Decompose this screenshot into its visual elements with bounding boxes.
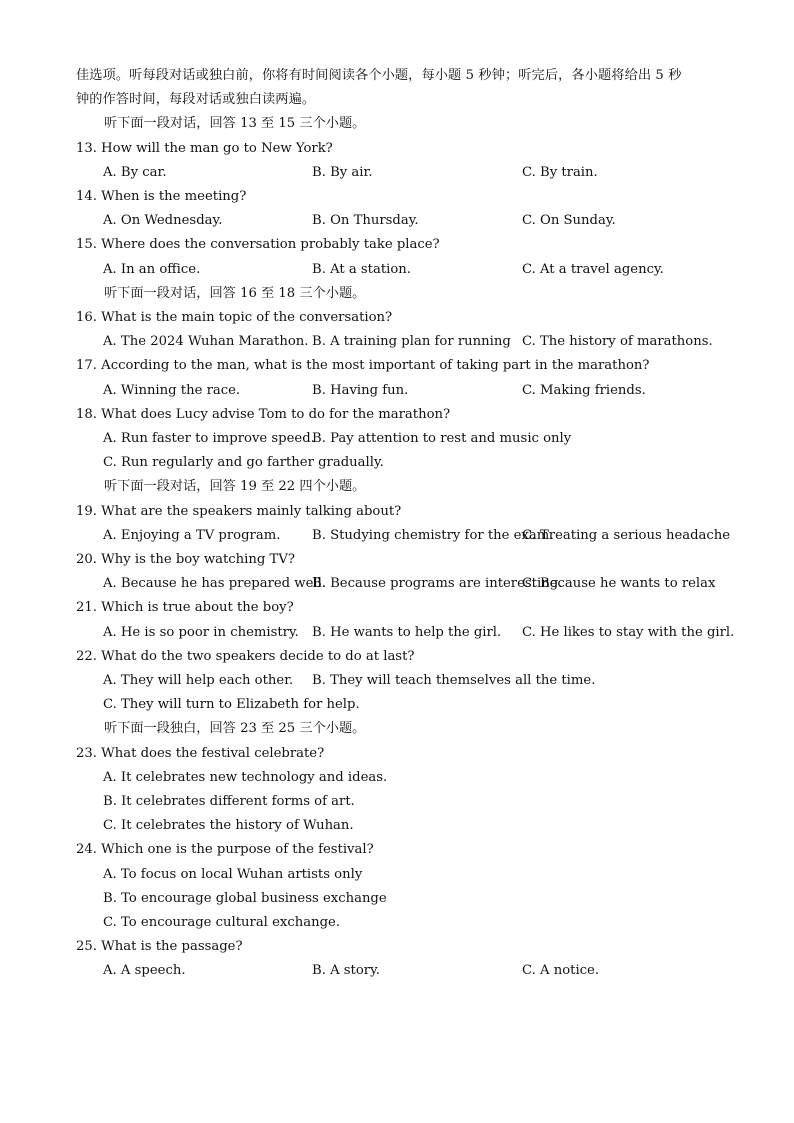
option-c: C. A notice. [522, 963, 600, 979]
option-c: C. Making friends. [522, 382, 646, 398]
instructions-line-2: 钟的作答时间，每段对话或独白读两遍。 [76, 92, 316, 108]
option-c: C. Run regularly and go farther gradually. [103, 455, 384, 471]
option-a: A. A speech. [103, 963, 186, 979]
option-b: B. By air. [312, 164, 373, 180]
question-stem: 21. Which is true about the boy? [76, 600, 294, 616]
option-c: C. The history of marathons. [522, 334, 713, 350]
question-stem: 18. What does Lucy advise Tom to do for the marathon? [76, 406, 451, 422]
question-stem: 24. Which one is the purpose of the festival? [76, 842, 374, 858]
option-b: B. A story. [312, 963, 380, 979]
option-a: A. On Wednesday. [103, 213, 223, 229]
option-row [76, 959, 722, 983]
option-row [76, 209, 722, 233]
question-stem: 22. What do the two speakers decide to do at last? [76, 648, 415, 664]
option-b: B. A training plan for running [312, 334, 511, 350]
option-a: A. It celebrates new technology and ideas. [103, 769, 388, 785]
option-c: C. At a travel agency. [522, 261, 664, 277]
option-c: C. They will turn to Elizabeth for help. [103, 697, 360, 713]
question-stem: 19. What are the speakers mainly talking about? [76, 503, 402, 519]
option-a: A. The 2024 Wuhan Marathon. [103, 334, 309, 350]
option-a: A. Enjoying a TV program. [103, 527, 281, 543]
section-header: 听下面一段独白，回答 23 至 25 三个小题。 [104, 721, 366, 737]
option-b: B. Pay attention to rest and music only [312, 430, 572, 446]
option-row [76, 258, 722, 282]
option-b: B. At a station. [312, 261, 411, 277]
option-a: A. By car. [103, 164, 167, 180]
option-c: C. He likes to stay with the girl. [522, 624, 735, 640]
option-b: B. To encourage global business exchange [103, 890, 387, 906]
option-row [76, 379, 722, 403]
question-stem: 15. Where does the conversation probably take place? [76, 237, 440, 253]
section-header: 听下面一段对话，回答 16 至 18 三个小题。 [104, 285, 366, 301]
option-c: C. Treating a serious headache [522, 527, 731, 543]
option-row [76, 330, 722, 354]
option-row [76, 669, 722, 693]
option-a: A. Run faster to improve speed. [103, 430, 315, 446]
option-a: A. They will help each other. [103, 672, 294, 688]
option-row [76, 572, 722, 596]
option-b: B. On Thursday. [312, 213, 419, 229]
question-stem: 17. According to the man, what is the most important of taking part in the marathon? [76, 358, 650, 374]
question-stem: 25. What is the passage? [76, 939, 243, 955]
option-row [76, 427, 722, 451]
instructions-line-1: 佳选项。听每段对话或独白前，你将有时间阅读各个小题，每小题 5 秒钟；听完后，各小题将给出 5 秒 [76, 68, 682, 83]
option-row [76, 621, 735, 645]
section-header: 听下面一段对话，回答 19 至 22 四个小题。 [104, 479, 366, 495]
question-stem: 23. What does the festival celebrate? [76, 745, 325, 761]
option-a: A. In an office. [103, 261, 201, 277]
option-b: B. It celebrates different forms of art. [103, 793, 355, 809]
option-b: B. He wants to help the girl. [312, 624, 502, 640]
option-c: C. To encourage cultural exchange. [103, 914, 341, 930]
question-stem: 20. Why is the boy watching TV? [76, 551, 295, 567]
section-header: 听下面一段对话，回答 13 至 15 三个小题。 [104, 116, 366, 132]
option-c: C. Because he wants to relax [522, 576, 716, 592]
option-c: C. By train. [522, 164, 598, 180]
option-a: A. To focus on local Wuhan artists only [103, 866, 363, 882]
question-stem: 14. When is the meeting? [76, 189, 247, 204]
option-b: B. Studying chemistry for the exam. [312, 527, 554, 543]
option-row [76, 524, 731, 548]
option-b: B. They will teach themselves all the time. [312, 672, 596, 688]
question-stem: 16. What is the main topic of the conversation? [76, 309, 393, 325]
option-row [76, 161, 722, 185]
question-stem: 13. How will the man go to New York? [76, 140, 333, 156]
option-a: A. Winning the race. [103, 382, 241, 398]
option-a: A. He is so poor in chemistry. [103, 624, 299, 640]
option-b: B. Having fun. [312, 382, 409, 398]
option-b: B. Because programs are interesting. [312, 576, 563, 592]
option-a: A. Because he has prepared well. [103, 576, 327, 592]
option-c: C. It celebrates the history of Wuhan. [103, 818, 354, 834]
option-c: C. On Sunday. [522, 213, 616, 229]
